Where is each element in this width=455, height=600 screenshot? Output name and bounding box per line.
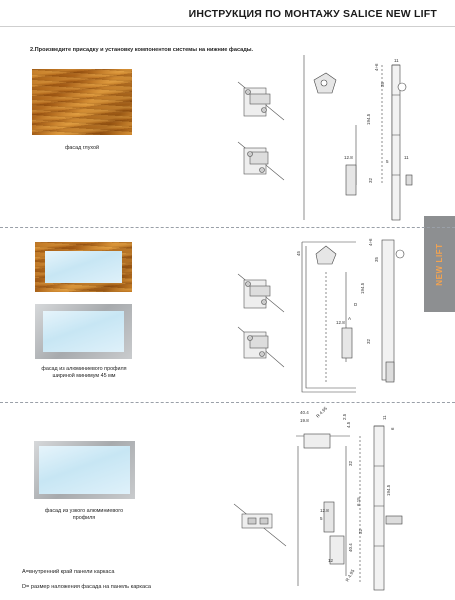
step-instruction: 2.Произведите присадку и установку компонентов системы на нижние фасады.: [30, 47, 254, 53]
dim-label: 194.5: [366, 113, 371, 125]
side-tab: [424, 216, 455, 312]
dim-label: 194.5: [386, 484, 391, 496]
dim-label: 19.8: [300, 418, 309, 423]
dim-label: 35: [380, 81, 385, 87]
mounting-plate-icon: [238, 82, 284, 120]
section1-caption: фасад глухой: [64, 145, 100, 151]
hinge-arm-icon: [238, 142, 284, 180]
dim-label: 40.4: [300, 410, 309, 415]
dim-label: 5: [320, 516, 323, 521]
dim-label: 32: [368, 177, 373, 183]
dim-label: A: [348, 316, 352, 321]
dim-label: 11: [394, 58, 399, 63]
dim-label: 4÷6: [374, 63, 379, 71]
side-tab-label: NEW LIFT: [435, 242, 445, 286]
section-divider: [0, 227, 455, 229]
dim-label: 194.5: [360, 282, 365, 294]
dim-label: 32: [366, 338, 371, 344]
narrow-profile-plate-icon: [234, 504, 286, 546]
dim-label: R 4.95: [315, 406, 329, 419]
dim-label: 4÷6: [368, 238, 373, 246]
dim-label: 11: [404, 155, 409, 160]
section2-hinge-illustrations: [236, 272, 286, 382]
header-divider: [0, 26, 455, 27]
section3-hinge-illustration: [232, 500, 288, 550]
dim-label: R 4.95: [344, 568, 356, 583]
dim-label: 35: [374, 256, 379, 262]
dim-label: 4.5: [346, 421, 351, 428]
dim-label: 12.8: [320, 508, 329, 513]
dim-label: D: [354, 302, 358, 307]
section2-caption: [22, 366, 146, 380]
section1-hinge-illustrations: [236, 80, 286, 190]
dim-label: 2.5: [342, 413, 347, 420]
hinge-arm-icon: [238, 327, 284, 367]
section-divider: [0, 402, 455, 404]
mounting-plate-icon: [238, 274, 284, 312]
note-d: D= размер наложения фасада на панель каркаса: [22, 584, 152, 590]
section2-technical-drawing: [296, 232, 421, 397]
solid-wood-facade-image: [32, 69, 132, 135]
section2-caption-line1: фасад из алюминиевого профиля: [41, 366, 127, 372]
glass-insert: [39, 446, 130, 494]
section2-caption-line2: шириной минимум 45 мм: [52, 373, 116, 379]
section1-technical-drawing: [296, 55, 421, 225]
dim-label: 40.4: [348, 543, 353, 552]
dim-label: 5: [386, 159, 389, 164]
section3-technical-drawing: [290, 406, 420, 592]
section3-caption: [22, 508, 146, 522]
dim-label: 32: [348, 460, 353, 466]
dim-label: 11: [382, 415, 387, 420]
dim-label: 32: [358, 528, 363, 534]
dim-label: 12.8: [336, 320, 345, 325]
dim-label: 12: [328, 558, 334, 563]
dim-label: 6: [390, 427, 395, 430]
section3-caption-line2: профиля: [72, 515, 96, 521]
dim-label: 45: [296, 250, 301, 256]
section3-caption-line1: фасад из узкого алюминиевого: [44, 508, 124, 514]
note-a: A=внутренний край панели каркаса: [22, 569, 115, 575]
dim-label: 6.15: [356, 497, 361, 506]
glass-insert: [45, 251, 122, 283]
glass-insert: [43, 311, 124, 352]
page-title: ИНСТРУКЦИЯ ПО МОНТАЖУ SALICE NEW LIFT: [188, 8, 437, 20]
dim-label: 12.8: [344, 155, 353, 160]
